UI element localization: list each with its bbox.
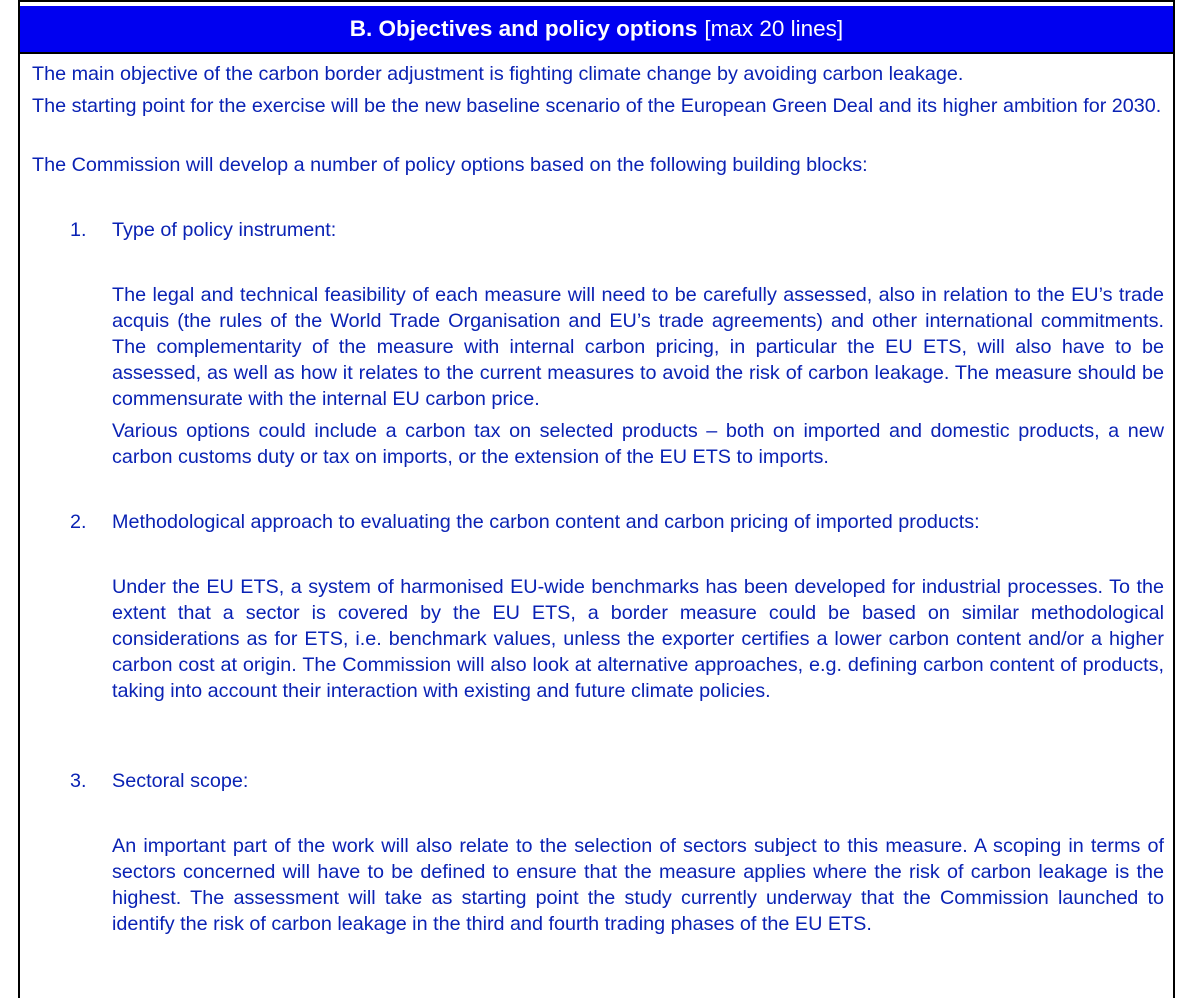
list-item-heading-3: Sectoral scope: xyxy=(112,770,249,792)
list-item-number-1: 1. xyxy=(70,219,87,241)
list-item-1-paragraph-feasibility: The legal and technical feasibility of each measure will need to be carefully assessed, also in relation to the EU’s trade acquis (the rules of the World Trade Organisation and EU’s trade agreements) and other international commitments. The complementarity of the measure with internal carbon pricing, in particular the EU ETS, will also have to be assessed, as well as how it relates to the current measures to avoid the risk of carbon leakage. The measure should be commensurate with the internal EU carbon price. xyxy=(112,284,1164,410)
list-item-1-paragraph-options: Various options could include a carbon tax on selected products – both on imported and domestic products, a new carbon customs duty or tax on imports, or the extension of the EU ETS to imports. xyxy=(112,420,1164,468)
list-item-2-paragraph-benchmarks: Under the EU ETS, a system of harmonised EU-wide benchmarks has been developed for industrial processes. To the extent that a sector is covered by the EU ETS, a border measure could be based on similar methodological considerations as for ETS, i.e. benchmark values, unless the exporter certifies a lower carbon content and/or a higher carbon cost at origin. The Commission will also look at alternative approaches, e.g. defining carbon content of products, taking into account their interaction with existing and future climate policies. xyxy=(112,576,1164,702)
list-item-number-3: 3. xyxy=(70,770,87,792)
section-line-limit-note: [max 20 lines] xyxy=(704,16,844,41)
section-title: B. Objectives and policy options xyxy=(349,16,698,41)
section-header xyxy=(20,6,1173,54)
list-item-heading-1: Type of policy instrument: xyxy=(112,219,337,241)
list-item-number-2: 2. xyxy=(70,511,87,533)
list-item-3-paragraph-scope: An important part of the work will also relate to the selection of sectors subject to this measure. A scoping in terms of sectors concerned will have to be defined to ensure that the measure applies where the risk of carbon leakage is the highest. The assessment will take as starting point the study currently underway that the Commission launched to identify the risk of carbon leakage in the third and fourth trading phases of the EU ETS. xyxy=(112,835,1164,935)
intro-paragraph-objective: The main objective of the carbon border adjustment is fighting climate change by avoiding carbon leakage. xyxy=(32,63,964,85)
list-item-heading-2: Methodological approach to evaluating the carbon content and carbon pricing of imported products: xyxy=(112,511,980,533)
intro-paragraph-options: The Commission will develop a number of policy options based on the following building blocks: xyxy=(32,154,868,176)
intro-paragraph-baseline: The starting point for the exercise will be the new baseline scenario of the European Green Deal and its higher ambition for 2030. xyxy=(32,95,1162,117)
